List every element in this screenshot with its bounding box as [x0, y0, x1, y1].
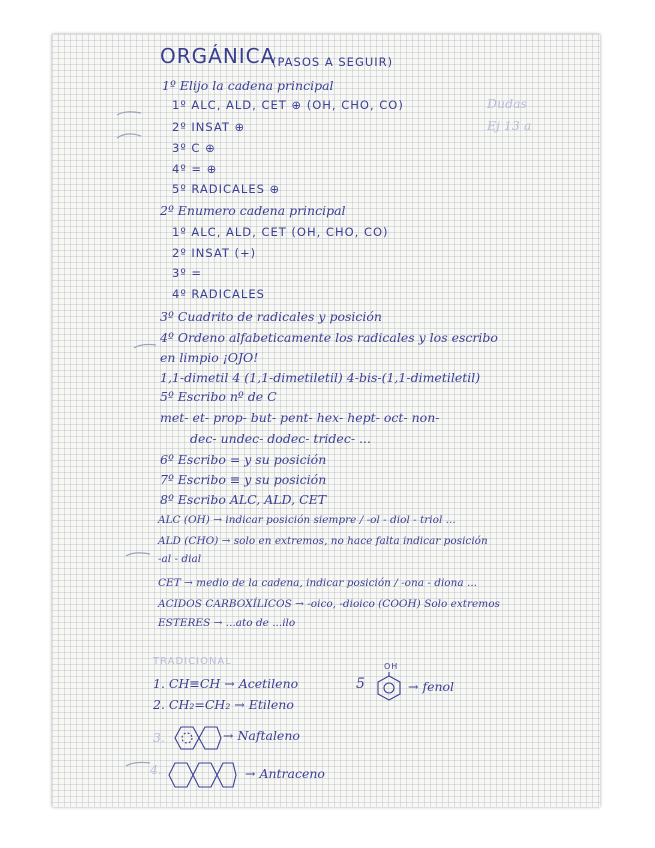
phenol-structure — [374, 672, 404, 702]
step2-item: 3º = — [172, 266, 203, 280]
margin-mark — [132, 341, 160, 351]
rule-line: ALD (CHO) → solo en extremos, no hace falta indicar posición — [158, 535, 488, 547]
margin-mark — [124, 549, 152, 559]
step1-item: 1º ALC, ALD, CET ⊕ (OH, CHO, CO) — [172, 98, 404, 112]
step2-heading: 2º Enumero cadena principal — [160, 203, 346, 218]
tradicional-heading: TRADICIONAL — [153, 656, 232, 667]
tradicional-item: → Antraceno — [245, 766, 325, 781]
margin-mark — [115, 108, 143, 118]
anthracene-structure — [166, 757, 238, 793]
step1-item: 5º RADICALES ⊕ — [172, 182, 281, 196]
rule-line: ACIDOS CARBOXÍLICOS → -oico, -dioico (COOH) Solo extremos — [158, 598, 500, 610]
step8: 8º Escribo ALC, ALD, CET — [160, 492, 327, 507]
rule-line: CET → medio de la cadena, indicar posición / -ona - diona ... — [158, 577, 477, 589]
step1-item: 4º = ⊕ — [172, 162, 218, 176]
side-note: Ej 13 a — [487, 118, 532, 133]
step6: 6º Escribo = y su posición — [160, 452, 327, 467]
step5: 5º Escribo nº de C — [160, 389, 277, 404]
step7: 7º Escribo ≡ y su posición — [160, 472, 327, 487]
tradicional-number: 4. — [150, 762, 162, 777]
prefix-line: dec- undec- dodec- tridec- ... — [190, 431, 371, 446]
tradicional-number: 5 — [356, 676, 365, 692]
step1-item: 2º INSAT ⊕ — [172, 120, 246, 134]
rule-line: -al - dial — [158, 553, 202, 565]
step2-item: 2º INSAT (+) — [172, 246, 257, 260]
hydroxyl-label: OH — [384, 662, 399, 671]
margin-mark — [124, 759, 152, 769]
example-line: 1,1-dimetil 4 (1,1-dimetiletil) 4-bis-(1,1-dimetiletil) — [160, 370, 481, 385]
margin-mark — [115, 130, 143, 140]
prefix-line: met- et- prop- but- pent- hex- hept- oct- non- — [160, 410, 440, 425]
naphthalene-structure — [171, 721, 223, 755]
rule-line: ESTERES → ...ato de ...ilo — [158, 617, 296, 629]
rule-line: ALC (OH) → indicar posición siempre / -ol - diol - triol ... — [158, 514, 456, 526]
tradicional-item: 1. CH≡CH → Acetileno — [153, 676, 299, 691]
side-note: Dudas — [487, 96, 527, 111]
step1-heading: 1º Elijo la cadena principal — [162, 78, 334, 93]
page-title: ORGÁNICA — [160, 44, 276, 68]
step2-item: 4º RADICALES — [172, 287, 265, 301]
tradicional-item: → Naftaleno — [223, 728, 300, 743]
step4-line: 4º Ordeno alfabeticamente los radicales y los escribo — [160, 330, 498, 345]
step1-item: 3º C ⊕ — [172, 141, 216, 155]
tradicional-item: → fenol — [408, 679, 455, 694]
step2-item: 1º ALC, ALD, CET (OH, CHO, CO) — [172, 225, 389, 239]
tradicional-number: 3. — [153, 730, 165, 745]
step4-line: en limpio ¡OJO! — [160, 350, 259, 365]
tradicional-item: 2. CH₂=CH₂ → Etileno — [153, 697, 294, 712]
step3: 3º Cuadrito de radicales y posición — [160, 309, 382, 324]
page-subtitle: (PASOS A SEGUIR) — [272, 55, 394, 69]
